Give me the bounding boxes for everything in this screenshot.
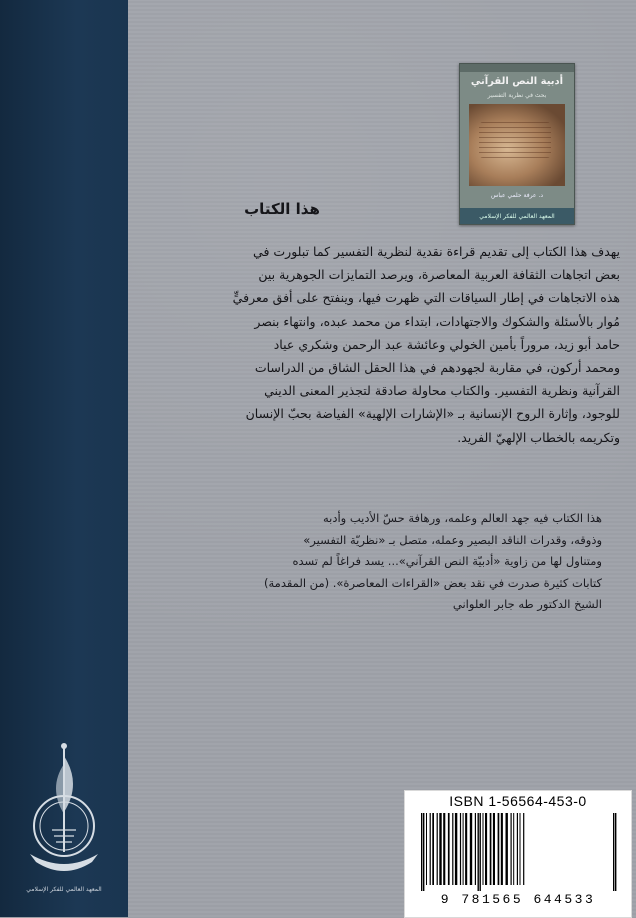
- barcode-bar: [493, 813, 495, 885]
- barcode-bar: [455, 813, 457, 885]
- barcode-bar: [506, 813, 508, 885]
- barcode-bar: [437, 813, 438, 885]
- barcode-bar: [498, 813, 500, 885]
- ship-emblem-icon: [12, 734, 116, 884]
- book-description: [136, 240, 620, 449]
- barcode-bar: [430, 813, 431, 885]
- thumbnail-title: أدبية النص القرآني: [470, 76, 564, 87]
- barcode-digits: 9 781565 644533: [440, 892, 596, 907]
- barcode-bar: [523, 813, 524, 885]
- barcode-guard-bar: [423, 813, 424, 891]
- endorsement-quote: [138, 508, 602, 616]
- barcode-bar: [452, 813, 453, 885]
- barcode-bar: [517, 813, 518, 885]
- quote-line: هذا الكتاب فيه جهد العالم وعلمه، ورهافة حسّ الأديب وأدبه: [323, 511, 602, 525]
- barcode-bar: [483, 813, 484, 885]
- barcode-bar: [432, 813, 434, 885]
- thumbnail-manuscript-image: [469, 104, 565, 186]
- barcode-bar: [470, 813, 472, 885]
- barcode-bar: [448, 813, 450, 885]
- barcode-guard-bar: [480, 813, 481, 891]
- barcode-bar: [513, 813, 514, 885]
- barcode-bar: [443, 813, 445, 885]
- barcode-bars: [419, 813, 623, 891]
- barcode-guard-bar: [615, 813, 616, 891]
- barcode-bar: [463, 813, 464, 885]
- section-heading: هذا الكتاب: [244, 200, 320, 218]
- quote-line: ومتناول لها من زاوية «أدبيّة النص القرآني»... يسد فراغاً لم تسده: [292, 554, 602, 568]
- barcode-bar: [490, 813, 492, 885]
- barcode-bar: [439, 813, 441, 885]
- thumbnail-top-band: [460, 64, 574, 72]
- description-line: وتكريمه بالخطاب الإلهيّ الفريد.: [457, 429, 620, 445]
- thumbnail-author: د. عرفة حلمي عباس: [491, 192, 543, 199]
- description-line: يهدف هذا الكتاب إلى تقديم قراءة نقدية لنظرية التفسير كما تبلورت في: [253, 244, 620, 259]
- barcode-bar: [460, 813, 461, 885]
- barcode-bar: [485, 813, 487, 885]
- barcode-bar: [426, 813, 427, 885]
- barcode-bar: [475, 813, 476, 885]
- description-line: القرآنية ونظرية التفسير. والكتاب محاولة صادقة لتجذير المعنى الديني: [264, 383, 620, 399]
- description-line: مُوار بالأسئلة والشكوك والاجتهادات، ابتداء من محمد عبده، وانتهاء بنصر: [254, 313, 620, 329]
- description-line: حامد أبو زيد، مروراً بأمين الخولي وعائشة عبد الرحمن وشكري عياد: [273, 336, 620, 352]
- cover-thumbnail: [459, 63, 575, 225]
- thumbnail-subtitle: بحث في نظرية التفسير: [487, 92, 547, 99]
- isbn-barcode: [404, 790, 632, 918]
- description-line: هذه الاتجاهات في إطار السياقات التي ظهرت فيها، وينفتح على أفق معرفيٍّ: [232, 290, 620, 306]
- barcode-bar: [520, 813, 521, 885]
- quote-attribution: الشيخ الدكتور طه جابر العلواني: [452, 597, 602, 611]
- barcode-guard-bar: [421, 813, 422, 891]
- barcode-bar: [465, 813, 467, 885]
- isbn-label: ISBN 1-56564-453-0: [449, 793, 587, 809]
- description-line: بعض اتجاهات الثقافة العربية المعاصرة، ويرصد التمايزات الجوهرية بين: [258, 267, 620, 283]
- description-line: ومحمد أركون، في مقاربة لجهودهم في هذا الحقل الشاق من الدراسات: [254, 360, 620, 376]
- quote-line: كتابات كثيرة صدرت في نقد بعض «القراءات المعاصرة». (من المقدمة): [264, 575, 602, 590]
- publisher-logo: [12, 734, 116, 904]
- barcode-bar: [501, 813, 503, 885]
- description-line: للوجود، وإثارة الروح الإنسانية بـ «الإشارات الإلهية» الفياضة بحبّ الإنسان: [245, 406, 620, 422]
- barcode-guard-bar: [613, 813, 614, 891]
- publisher-logo-text: المعهد العالمي للفكر الإسلامي: [26, 886, 102, 893]
- barcode-guard-bar: [478, 813, 479, 891]
- barcode-bar: [511, 813, 512, 885]
- quote-line: وذوقه، وقدرات الناقد البصير وعمله، متصل بـ «نظريّة التفسير»: [303, 532, 602, 547]
- thumbnail-publisher: المعهد العالمي للفكر الإسلامي: [479, 213, 555, 220]
